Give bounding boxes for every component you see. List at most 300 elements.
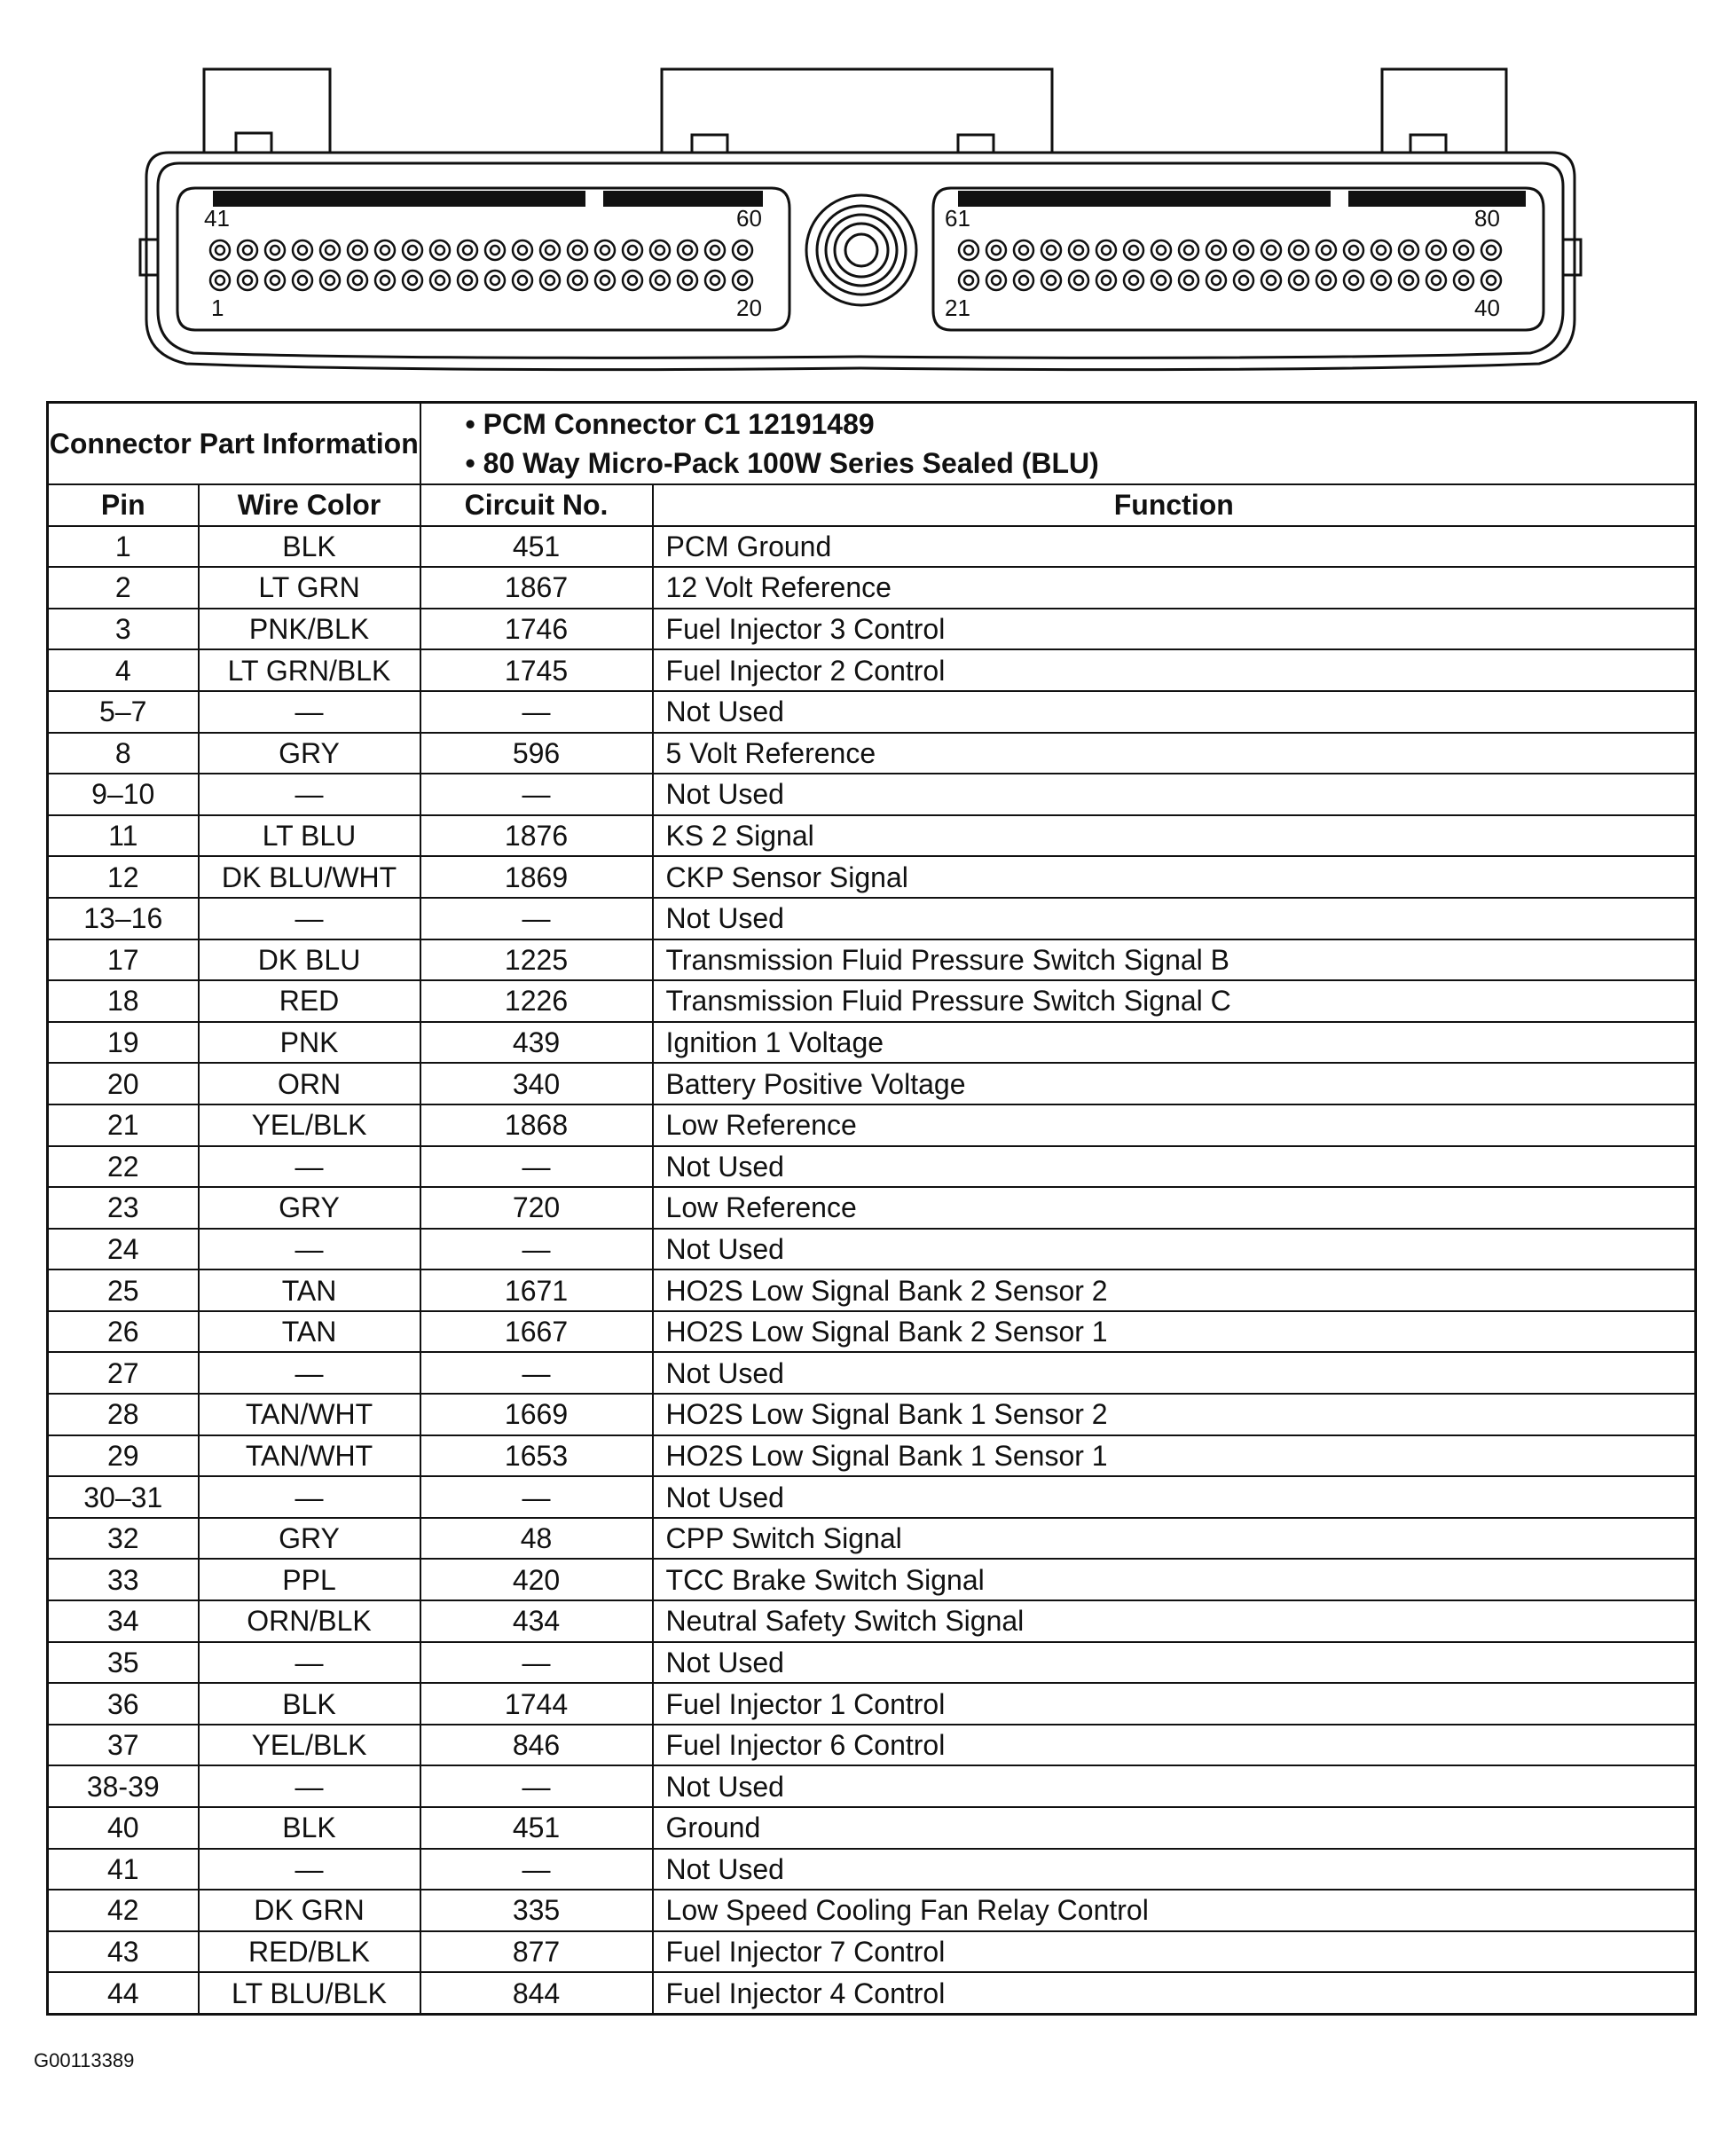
pin-cell: 28 (48, 1394, 199, 1435)
pin-hole-center (1294, 276, 1303, 285)
pin-hole (733, 240, 752, 260)
pin-hole (1179, 271, 1198, 290)
function-cell: HO2S Low Signal Bank 1 Sensor 1 (653, 1435, 1696, 1477)
connector-info-line: • 80 Way Micro-Pack 100W Series Sealed (BLU) (465, 447, 1099, 479)
table-row (48, 1476, 1696, 1518)
pin-hole (1481, 240, 1501, 260)
pin-hole-center (1212, 276, 1221, 285)
pin-hole (1426, 240, 1446, 260)
pin-hole-center (601, 246, 609, 255)
pin-hole (650, 271, 670, 290)
pin-hole-center (1487, 276, 1496, 285)
function-cell: Not Used (653, 774, 1696, 815)
pin-cell: 43 (48, 1931, 199, 1973)
pinout-table (46, 401, 1697, 2016)
pin-hole (1261, 271, 1281, 290)
pin-cell: 32 (48, 1518, 199, 1560)
function-cell: Low Speed Cooling Fan Relay Control (653, 1890, 1696, 1931)
function-cell: Transmission Fluid Pressure Switch Signal C (653, 980, 1696, 1022)
pin-hole-center (243, 276, 252, 285)
table-row (48, 567, 1696, 609)
pin-hole (733, 271, 752, 290)
circuit-cell: 420 (420, 1559, 653, 1600)
pin-hole (986, 240, 1006, 260)
pin-hole (1371, 271, 1391, 290)
pin-hole (1014, 271, 1033, 290)
function-cell: 5 Volt Reference (653, 733, 1696, 774)
function-cell: Not Used (653, 1229, 1696, 1270)
pin-hole (623, 240, 642, 260)
pin-hole (320, 271, 340, 290)
pin-hole-center (738, 246, 747, 255)
table-row (48, 1269, 1696, 1311)
wire-color-cell: — (199, 898, 420, 939)
wire-color-cell: DK GRN (199, 1890, 420, 1931)
circuit-cell: 1868 (420, 1104, 653, 1146)
pin-hole-center (1459, 246, 1468, 255)
pin-hole-center (298, 276, 307, 285)
circuit-cell: 340 (420, 1063, 653, 1104)
pin-hole (1399, 271, 1418, 290)
pin-hole (265, 271, 285, 290)
wire-color-cell: — (199, 1765, 420, 1807)
pin-hole (1289, 240, 1308, 260)
function-cell: Not Used (653, 898, 1696, 939)
pin-hole (1344, 240, 1363, 260)
wire-color-cell: TAN/WHT (199, 1394, 420, 1435)
pin-label-1: 1 (211, 295, 224, 321)
table-row (48, 1022, 1696, 1064)
pin-hole (485, 271, 505, 290)
pin-label-40: 40 (1474, 295, 1500, 321)
pin-hole (1316, 271, 1336, 290)
pin-hole (540, 240, 560, 260)
pin-hole (210, 240, 230, 260)
pin-hole (1124, 240, 1143, 260)
pin-hole (403, 240, 422, 260)
table-row (48, 815, 1696, 857)
connector-part-info-label: Connector Part Information (48, 403, 420, 485)
circuit-cell: — (420, 1229, 653, 1270)
pin-cell: 22 (48, 1146, 199, 1188)
wire-color-cell: — (199, 1352, 420, 1394)
table-row (48, 1559, 1696, 1600)
pin-hole (1261, 240, 1281, 260)
figure-id: G00113389 (34, 2049, 135, 2071)
function-cell: Fuel Injector 7 Control (653, 1931, 1696, 1973)
function-cell: Not Used (653, 1642, 1696, 1684)
pin-hole-center (381, 246, 389, 255)
pin-hole (1096, 271, 1116, 290)
pin-hole-center (964, 246, 973, 255)
wire-color-cell: — (199, 774, 420, 815)
pin-label-80: 80 (1474, 205, 1500, 232)
pin-hole (210, 271, 230, 290)
pin-hole-center (738, 276, 747, 285)
circuit-cell: 1653 (420, 1435, 653, 1477)
pin-hole-center (628, 276, 637, 285)
circuit-cell: 1867 (420, 567, 653, 609)
function-header: Function (653, 484, 1696, 526)
wire-color-cell: BLK (199, 526, 420, 568)
pin-hole (485, 240, 505, 260)
circuit-cell: 1869 (420, 856, 653, 898)
wire-color-cell: LT BLU (199, 815, 420, 857)
pin-hole (1481, 271, 1501, 290)
wire-color-cell: PNK/BLK (199, 609, 420, 650)
circuit-cell: 434 (420, 1600, 653, 1642)
function-cell: Fuel Injector 3 Control (653, 609, 1696, 650)
pin-hole-center (1294, 246, 1303, 255)
pin-hole-center (1432, 276, 1441, 285)
table-row (48, 649, 1696, 691)
wire-color-cell: PNK (199, 1022, 420, 1064)
wire-color-cell: DK BLU (199, 939, 420, 981)
pin-cell: 23 (48, 1187, 199, 1229)
header-row (48, 484, 1696, 526)
function-cell: Ground (653, 1807, 1696, 1849)
pin-hole (513, 271, 532, 290)
pin-hole-center (518, 246, 527, 255)
pin-cell: 24 (48, 1229, 199, 1270)
pin-hole-center (1102, 276, 1111, 285)
pin-hole (678, 271, 697, 290)
pin-hole-center (1377, 276, 1386, 285)
pin-hole-center (546, 246, 554, 255)
pin-hole (1454, 271, 1473, 290)
pin-hole (375, 271, 395, 290)
function-cell: Transmission Fluid Pressure Switch Signal B (653, 939, 1696, 981)
pin-label-60: 60 (736, 205, 762, 232)
wire-color-cell: GRY (199, 733, 420, 774)
table-row (48, 1807, 1696, 1849)
function-cell: TCC Brake Switch Signal (653, 1559, 1696, 1600)
pin-hole (650, 240, 670, 260)
pin-hole (678, 240, 697, 260)
pin-hole-center (711, 246, 719, 255)
wire-color-cell: — (199, 1849, 420, 1890)
pin-hole (1151, 240, 1171, 260)
pin-cell: 34 (48, 1600, 199, 1642)
table-row (48, 1849, 1696, 1890)
pin-hole-center (353, 246, 362, 255)
wire-color-cell: TAN/WHT (199, 1435, 420, 1477)
table-row (48, 1972, 1696, 2014)
pin-hole-center (1267, 246, 1276, 255)
circuit-cell: — (420, 1849, 653, 1890)
table-row (48, 1063, 1696, 1104)
pin-label-61: 61 (945, 205, 970, 232)
pin-hole-center (408, 246, 417, 255)
function-cell: Battery Positive Voltage (653, 1063, 1696, 1104)
pin-hole-center (1129, 276, 1138, 285)
wire-color-cell: — (199, 1146, 420, 1188)
pin-hole (293, 240, 312, 260)
circuit-cell: 439 (420, 1022, 653, 1064)
pin-hole-center (271, 246, 279, 255)
pin-hole (458, 271, 477, 290)
pin-hole-center (683, 276, 692, 285)
connector-info-row (48, 403, 1696, 485)
pin-hole-center (1019, 246, 1028, 255)
pin-cell: 36 (48, 1683, 199, 1725)
pin-hole-center (573, 276, 582, 285)
pin-hole (265, 240, 285, 260)
pin-hole (1371, 240, 1391, 260)
pin-hole-center (491, 246, 499, 255)
circuit-cell: 1746 (420, 609, 653, 650)
pin-hole (1069, 240, 1088, 260)
pin-hole (1289, 271, 1308, 290)
circuit-cell: 1226 (420, 980, 653, 1022)
circuit-cell: — (420, 1765, 653, 1807)
wire-color-cell: ORN (199, 1063, 420, 1104)
wire-color-cell: BLK (199, 1807, 420, 1849)
pin-cell: 9–10 (48, 774, 199, 815)
pin-hole-center (353, 276, 362, 285)
pin-hole (238, 240, 257, 260)
circuit-cell: 1876 (420, 815, 653, 857)
pin-hole-center (408, 276, 417, 285)
pin-hole-center (711, 276, 719, 285)
circuit-cell: — (420, 1146, 653, 1188)
pin-hole-center (436, 276, 444, 285)
wire-color-cell: LT BLU/BLK (199, 1972, 420, 2014)
table-row (48, 1725, 1696, 1766)
circuit-cell: 877 (420, 1931, 653, 1973)
wire-color-cell: — (199, 691, 420, 733)
pin-hole (403, 271, 422, 290)
pin-cell: 12 (48, 856, 199, 898)
pin-hole-center (1212, 246, 1221, 255)
wire-color-cell: TAN (199, 1311, 420, 1353)
pin-hole (430, 271, 450, 290)
function-cell: Ignition 1 Voltage (653, 1022, 1696, 1064)
pin-hole (568, 271, 587, 290)
circuit-cell: — (420, 774, 653, 815)
pin-hole-center (656, 246, 664, 255)
table-row (48, 609, 1696, 650)
function-cell: HO2S Low Signal Bank 2 Sensor 2 (653, 1269, 1696, 1311)
pin-cell: 35 (48, 1642, 199, 1684)
pin-cell: 26 (48, 1311, 199, 1353)
pin-hole-center (326, 246, 334, 255)
table-row (48, 1146, 1696, 1188)
pin-hole (320, 240, 340, 260)
pin-hole-center (463, 246, 472, 255)
pin-hole-center (546, 276, 554, 285)
pin-cell: 19 (48, 1022, 199, 1064)
wire-color-cell: RED/BLK (199, 1931, 420, 1973)
table-row (48, 980, 1696, 1022)
wire-color-cell: ORN/BLK (199, 1600, 420, 1642)
circuit-cell: — (420, 898, 653, 939)
pin-hole (623, 271, 642, 290)
pin-hole (1124, 271, 1143, 290)
wire-color-cell: — (199, 1476, 420, 1518)
pin-cell: 1 (48, 526, 199, 568)
circuit-cell: 335 (420, 1890, 653, 1931)
table-row (48, 939, 1696, 981)
pin-hole (705, 240, 725, 260)
pin-cell: 18 (48, 980, 199, 1022)
pin-cell: 13–16 (48, 898, 199, 939)
pin-cell: 3 (48, 609, 199, 650)
wire-color-cell: GRY (199, 1518, 420, 1560)
circuit-cell: 1744 (420, 1683, 653, 1725)
pin-cell: 42 (48, 1890, 199, 1931)
pin-hole-center (243, 246, 252, 255)
table-row (48, 691, 1696, 733)
pin-hole-center (656, 276, 664, 285)
function-cell: Fuel Injector 2 Control (653, 649, 1696, 691)
wire-color-cell: TAN (199, 1269, 420, 1311)
pin-hole-center (1404, 276, 1413, 285)
pin-hole-center (1404, 246, 1413, 255)
pin-hole (1206, 240, 1226, 260)
pin-hole (348, 271, 367, 290)
function-cell: HO2S Low Signal Bank 2 Sensor 1 (653, 1311, 1696, 1353)
pin-hole-center (491, 276, 499, 285)
pin-label-20: 20 (736, 295, 762, 321)
pin-hole-center (1129, 246, 1138, 255)
table-row (48, 898, 1696, 939)
pin-cell: 40 (48, 1807, 199, 1849)
table-row (48, 1931, 1696, 1973)
function-cell: CKP Sensor Signal (653, 856, 1696, 898)
pin-hole (375, 240, 395, 260)
table-row (48, 1683, 1696, 1725)
pin-label-41: 41 (204, 205, 230, 232)
function-cell: Not Used (653, 1476, 1696, 1518)
pin-hole (595, 240, 615, 260)
pin-hole-center (1074, 276, 1083, 285)
circuit-cell: 596 (420, 733, 653, 774)
pin-hole-center (1184, 276, 1193, 285)
circuit-cell: 720 (420, 1187, 653, 1229)
pin-cell: 21 (48, 1104, 199, 1146)
function-cell: 12 Volt Reference (653, 567, 1696, 609)
pin-hole (1069, 271, 1088, 290)
wire-color-cell: LT GRN (199, 567, 420, 609)
pin-hole-center (216, 276, 224, 285)
function-cell: PCM Ground (653, 526, 1696, 568)
pin-hole-center (1047, 246, 1056, 255)
function-cell: CPP Switch Signal (653, 1518, 1696, 1560)
pin-hole (1096, 240, 1116, 260)
circuit-cell: — (420, 1642, 653, 1684)
pin-hole (293, 271, 312, 290)
connector-part-info (420, 403, 1696, 485)
pin-hole-center (518, 276, 527, 285)
pin-hole (1316, 240, 1336, 260)
pin-hole-center (992, 246, 1001, 255)
table-row (48, 1187, 1696, 1229)
connector-info-line: • PCM Connector C1 12191489 (465, 408, 875, 440)
function-cell: Fuel Injector 6 Control (653, 1725, 1696, 1766)
pin-hole (595, 271, 615, 290)
circuit-cell: 1745 (420, 649, 653, 691)
wire-color-cell: PPL (199, 1559, 420, 1600)
pin-hole (1151, 271, 1171, 290)
pin-hole (1234, 271, 1253, 290)
wire-color-cell: BLK (199, 1683, 420, 1725)
pin-cell: 44 (48, 1972, 199, 2014)
function-cell: Low Reference (653, 1187, 1696, 1229)
wire-color-cell: RED (199, 980, 420, 1022)
function-cell: Fuel Injector 1 Control (653, 1683, 1696, 1725)
pin-cell: 25 (48, 1269, 199, 1311)
pin-cell: 11 (48, 815, 199, 857)
table-row (48, 1394, 1696, 1435)
function-cell: Not Used (653, 1352, 1696, 1394)
pin-hole-center (1019, 276, 1028, 285)
circuit-cell: — (420, 1476, 653, 1518)
pin-cell: 17 (48, 939, 199, 981)
pin-hole-center (1487, 246, 1496, 255)
circuit-cell: 48 (420, 1518, 653, 1560)
pin-hole-center (683, 246, 692, 255)
function-cell: Neutral Safety Switch Signal (653, 1600, 1696, 1642)
pin-hole (1041, 240, 1061, 260)
pin-hole (959, 271, 978, 290)
pin-hole-center (1267, 276, 1276, 285)
pin-hole-center (628, 246, 637, 255)
pin-hole (1179, 240, 1198, 260)
pin-hole-center (216, 246, 224, 255)
pin-hole-center (1157, 276, 1166, 285)
table-row (48, 1600, 1696, 1642)
pin-hole-center (1239, 246, 1248, 255)
circuit-cell: 846 (420, 1725, 653, 1766)
table-row (48, 1104, 1696, 1146)
pin-hole (1344, 271, 1363, 290)
pin-hole (705, 271, 725, 290)
wire-color-cell: YEL/BLK (199, 1104, 420, 1146)
table-row (48, 1352, 1696, 1394)
pin-hole-center (326, 276, 334, 285)
function-cell: Not Used (653, 1765, 1696, 1807)
circuit-cell: — (420, 1352, 653, 1394)
pin-hole-center (1047, 276, 1056, 285)
function-cell: Fuel Injector 4 Control (653, 1972, 1696, 2014)
table-row (48, 1435, 1696, 1477)
pin-hole-center (1184, 246, 1193, 255)
circuit-cell: 451 (420, 526, 653, 568)
pin-hole-center (463, 276, 472, 285)
pin-hole (1399, 240, 1418, 260)
wire-color-cell: — (199, 1642, 420, 1684)
table-row (48, 856, 1696, 898)
table-row (48, 1518, 1696, 1560)
pin-hole-center (1432, 246, 1441, 255)
circuit-cell: 844 (420, 1972, 653, 2014)
pin-hole-center (1459, 276, 1468, 285)
circuit-cell: 451 (420, 1807, 653, 1849)
wire-color-cell: — (199, 1229, 420, 1270)
table-row (48, 774, 1696, 815)
pin-cell: 4 (48, 649, 199, 691)
pin-hole (1041, 271, 1061, 290)
pin-cell: 27 (48, 1352, 199, 1394)
pin-hole (238, 271, 257, 290)
pin-hole (1206, 271, 1226, 290)
pin-hole-center (1322, 276, 1331, 285)
table-row (48, 526, 1696, 568)
pin-hole (1234, 240, 1253, 260)
function-cell: KS 2 Signal (653, 815, 1696, 857)
pin-hole-center (992, 276, 1001, 285)
